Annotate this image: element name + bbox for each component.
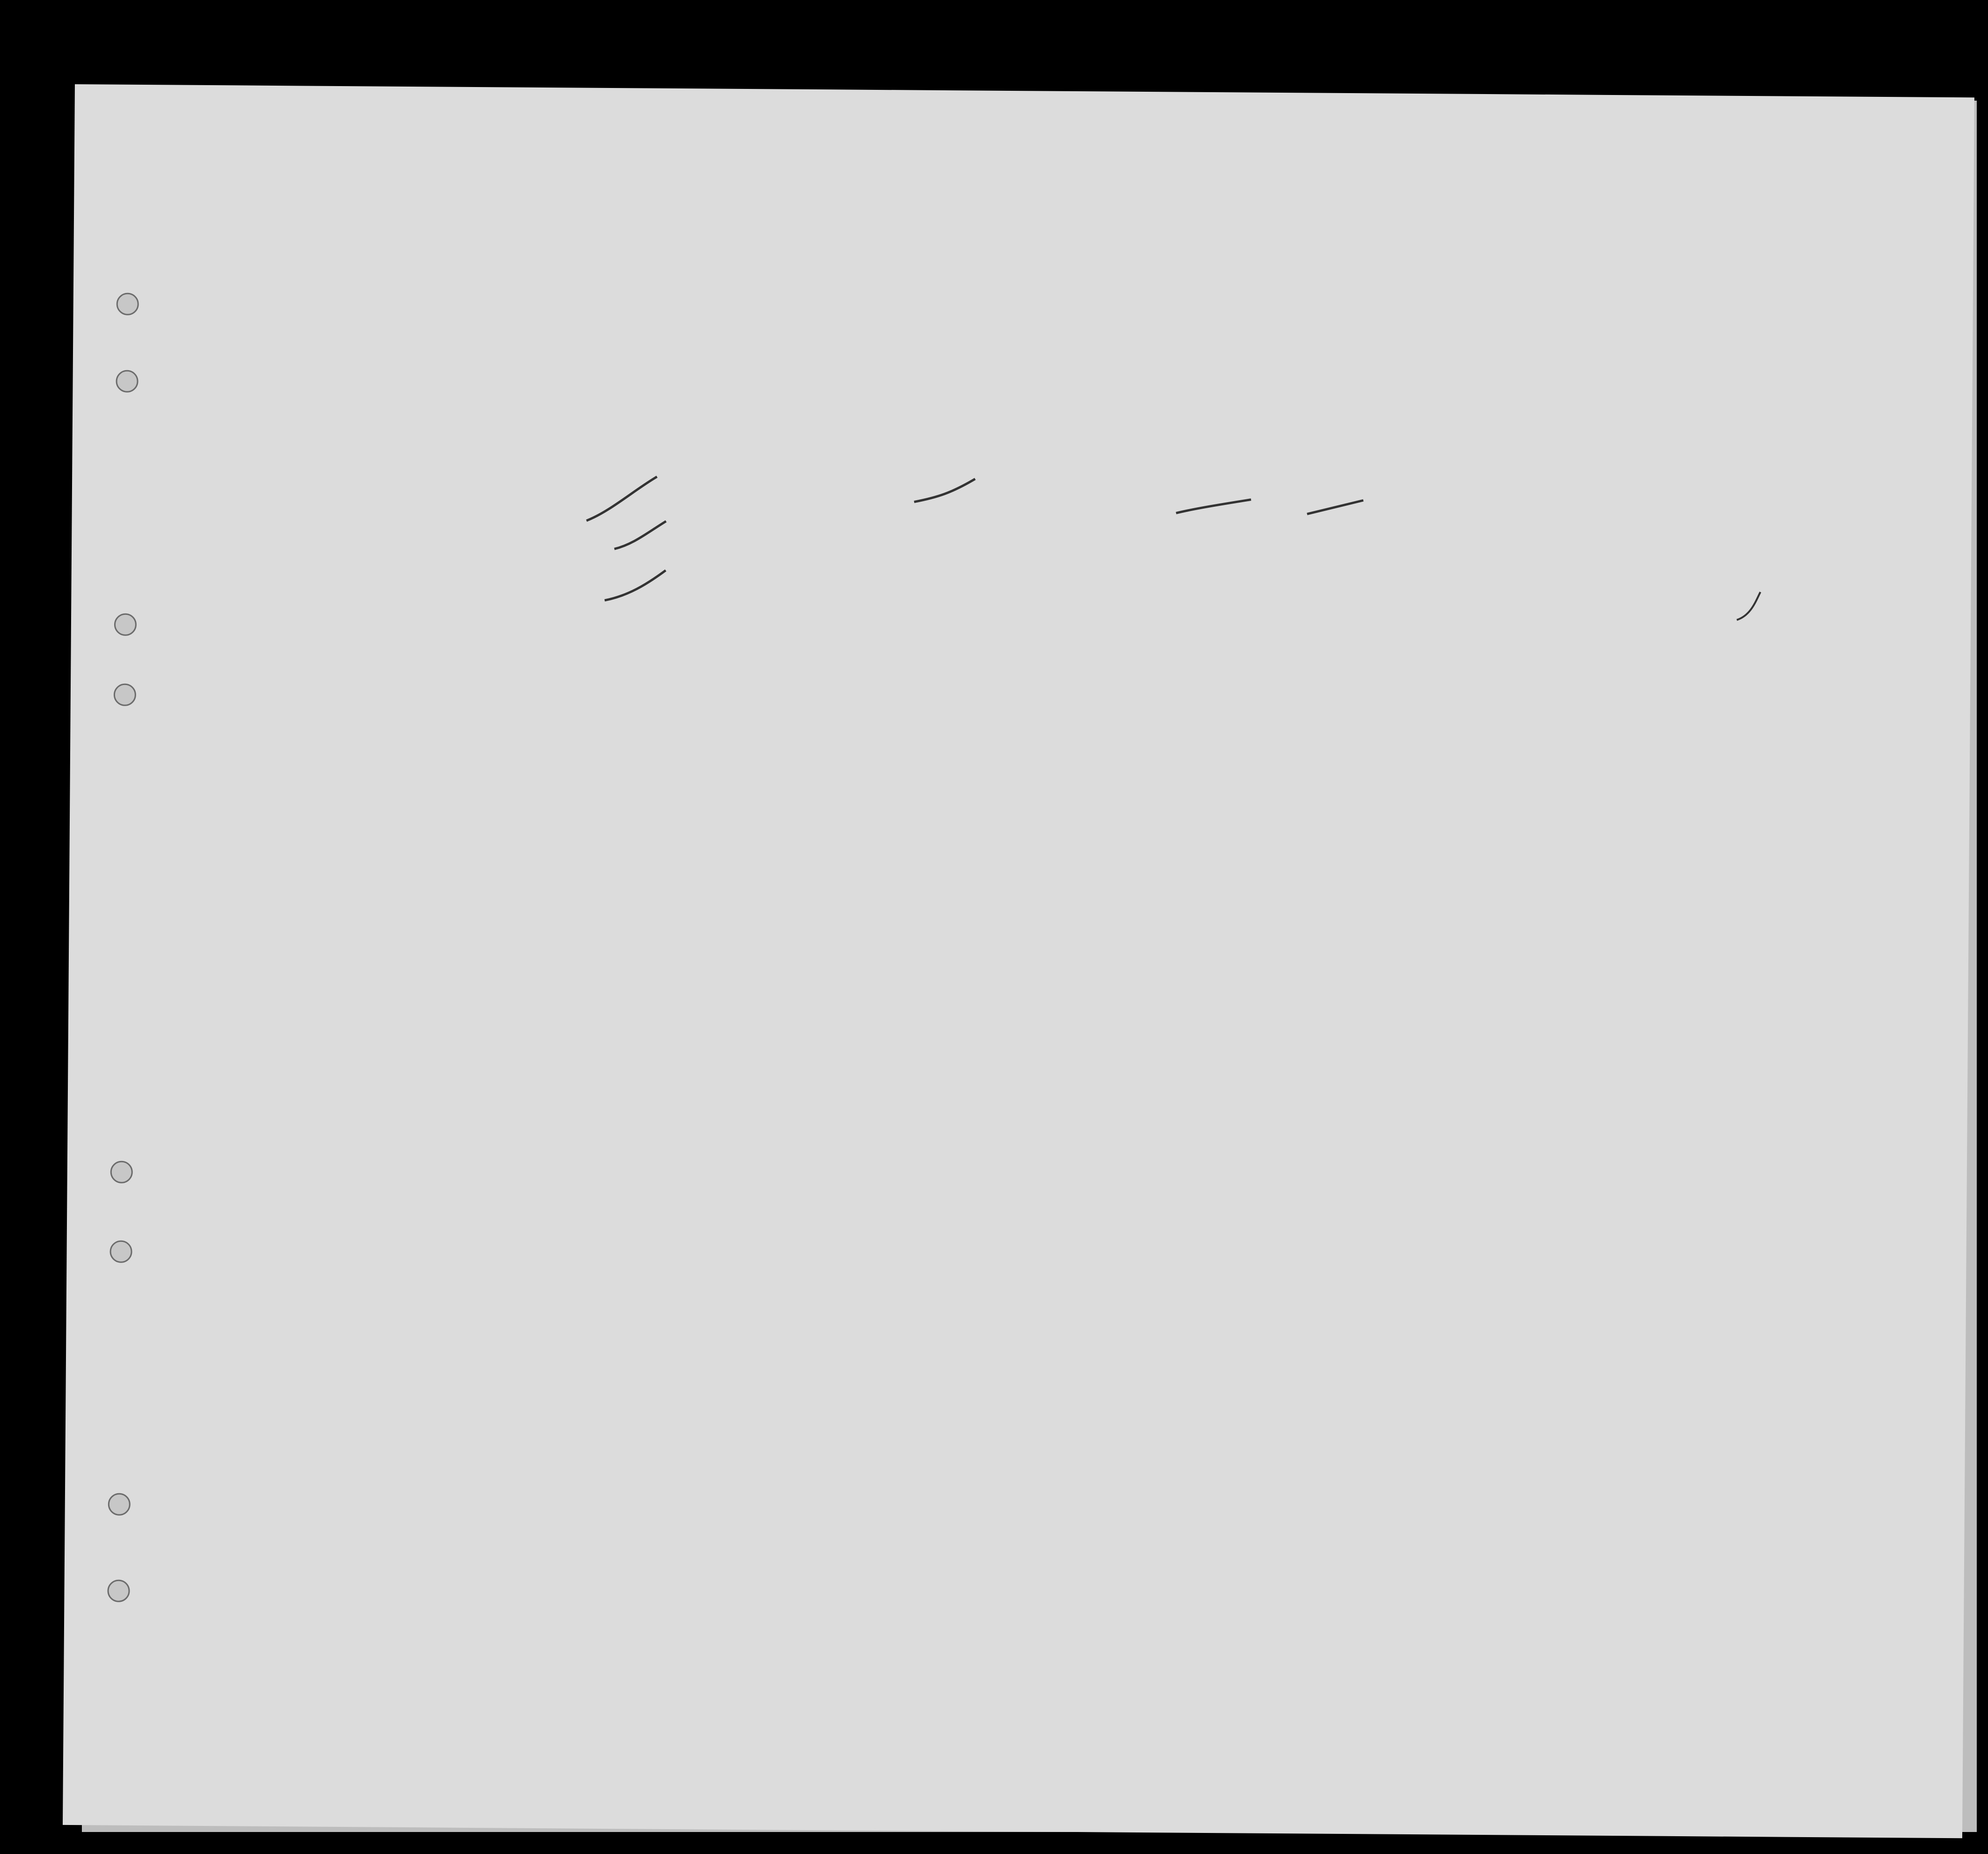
manifest-sheet bbox=[63, 84, 1974, 1838]
handwritten-check-marks bbox=[63, 84, 1974, 1838]
